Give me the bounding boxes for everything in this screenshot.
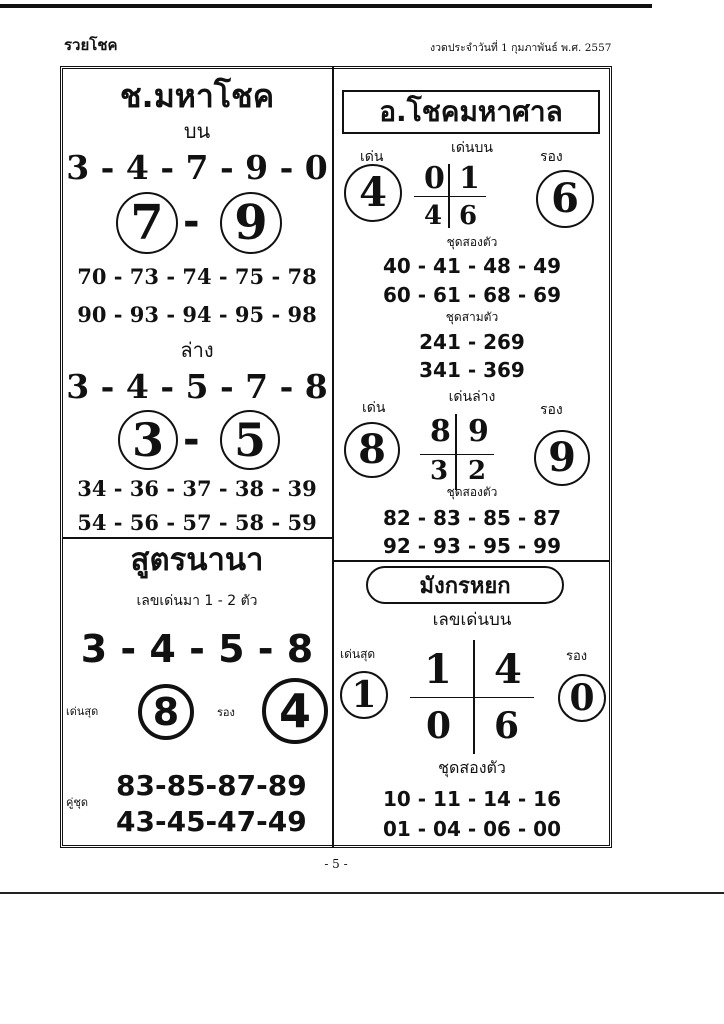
upper-three-row-1: 241 - 269 (419, 330, 525, 354)
lower-grid-br: 2 (468, 456, 487, 486)
lower-grid-vline (455, 414, 457, 490)
runner-pick-circle (262, 678, 328, 744)
lower-sequence: 3 - 4 - 5 - 7 - 8 (66, 367, 328, 406)
upper-grid-tl: 0 (424, 161, 445, 196)
lower-row-1: 34 - 36 - 37 - 38 - 39 (77, 476, 317, 501)
right-bottom-grid-hline (410, 697, 534, 698)
page-number: - 5 - (324, 857, 348, 871)
lower-row-2: 54 - 56 - 57 - 58 - 59 (77, 510, 317, 535)
lower-two-row-1: 82 - 83 - 85 - 87 (382, 506, 561, 530)
pairs-row-2: 43-45-47-49 (116, 805, 307, 838)
right-bottom-main-circle (340, 671, 388, 719)
lower-featured-digit-1: 3 (131, 413, 164, 467)
upper-grid-hline (414, 196, 486, 197)
lower-heading: เด่นล่าง (448, 389, 496, 405)
right-section-divider (334, 560, 610, 562)
right-bottom-title: มังกรหยก (419, 573, 511, 599)
lower-grid-tl: 8 (430, 414, 451, 449)
top-rule (0, 4, 652, 8)
runner-pick-digit: 4 (278, 684, 311, 738)
upper-label: บน (183, 119, 211, 143)
lower-main-digit: 8 (358, 426, 386, 473)
upper-three-label: ชุดสามตัว (445, 310, 499, 324)
main-pick-label: เด่นสุด (66, 705, 99, 718)
runner-pick-label: รอง (217, 706, 235, 719)
right-bottom-runner-digit: 0 (569, 677, 595, 719)
lower-grid-tr: 9 (468, 414, 489, 449)
lower-featured-dash: - (183, 417, 200, 463)
header-right: งวดประจำวันที่ 1 กุมภาพันธ์ พ.ศ. 2557 (430, 42, 612, 54)
upper-grid-br: 6 (459, 201, 478, 231)
main-pick-digit: 8 (152, 690, 180, 734)
right-bottom-main-digit: 1 (351, 674, 377, 716)
lower-runner-circle (534, 430, 590, 486)
right-top-title: อ.โชคมหาศาล (379, 95, 563, 128)
pairs-label: คู่ชุด (66, 796, 88, 809)
lower-left-label: เด่น (362, 400, 386, 416)
upper-row-1: 70 - 73 - 74 - 75 - 78 (77, 264, 317, 289)
upper-left-label: เด่น (360, 149, 384, 165)
upper-featured-dash: - (183, 199, 200, 245)
upper-featured-circle-2 (220, 192, 282, 254)
left-bottom-title: สูตรนานา (130, 542, 264, 578)
right-bottom-runner-circle (558, 674, 606, 722)
lower-runner-digit: 9 (548, 434, 576, 481)
lower-main-circle (344, 422, 400, 478)
right-bottom-left-label: เด่นสุด (340, 647, 376, 661)
right-bottom-right-label: รอง (566, 649, 588, 664)
right-bottom-title-pill (366, 566, 564, 604)
upper-heading: เด่นบน (451, 140, 493, 156)
upper-featured-digit-2: 9 (234, 195, 268, 251)
right-top-title-box (342, 90, 600, 134)
upper-two-row-1: 40 - 41 - 48 - 49 (382, 254, 561, 278)
upper-three-row-2: 341 - 369 (419, 358, 525, 382)
upper-row-2: 90 - 93 - 94 - 95 - 98 (77, 302, 317, 327)
lower-featured-circle-2 (220, 410, 280, 470)
upper-two-row-2: 60 - 61 - 68 - 69 (382, 283, 561, 307)
right-bottom-grid-tl: 1 (424, 646, 452, 693)
right-bottom-two-row-2: 01 - 04 - 06 - 00 (382, 817, 561, 841)
pairs-row-1: 83-85-87-89 (116, 769, 307, 802)
lower-featured-circle-1 (118, 410, 178, 470)
upper-two-label: ชุดสองตัว (446, 235, 498, 249)
left-top-title: ช.มหาโชค (119, 77, 275, 115)
lower-featured-digit-2: 5 (233, 413, 266, 467)
header-left: รวยโชค (64, 36, 118, 54)
left-bottom-sequence: 3 - 4 - 5 - 8 (80, 627, 314, 671)
lower-label: ล่าง (180, 338, 214, 362)
left-section-divider (62, 537, 333, 539)
bottom-rule (0, 892, 724, 894)
upper-main-digit: 4 (359, 169, 387, 216)
left-bottom-subtitle: เลขเด่นมา 1 - 2 ตัว (136, 593, 258, 609)
upper-featured-digit-1: 7 (130, 195, 164, 251)
right-bottom-grid-tr: 4 (494, 646, 522, 693)
right-bottom-two-label: ชุดสองตัว (438, 758, 506, 777)
upper-grid-tr: 1 (459, 161, 480, 196)
lower-two-label: ชุดสองตัว (446, 485, 498, 499)
main-pick-circle (138, 684, 194, 740)
lower-right-label: รอง (540, 402, 563, 418)
upper-runner-digit: 6 (551, 175, 579, 222)
right-bottom-heading: เลขเด่นบน (432, 610, 512, 630)
upper-sequence: 3 - 4 - 7 - 9 - 0 (66, 148, 328, 187)
upper-right-label: รอง (540, 149, 563, 165)
upper-grid-bl: 4 (424, 201, 443, 231)
right-bottom-grid-bl: 0 (426, 705, 452, 747)
lower-grid-bl: 3 (430, 456, 449, 486)
upper-runner-circle (536, 170, 594, 228)
lower-two-row-2: 92 - 93 - 95 - 99 (382, 534, 561, 558)
lower-grid-hline (420, 454, 494, 455)
upper-main-circle (344, 164, 402, 222)
upper-featured-circle-1 (116, 192, 178, 254)
right-bottom-grid-br: 6 (494, 705, 520, 747)
column-divider (332, 66, 334, 848)
right-bottom-two-row-1: 10 - 11 - 14 - 16 (382, 787, 561, 811)
